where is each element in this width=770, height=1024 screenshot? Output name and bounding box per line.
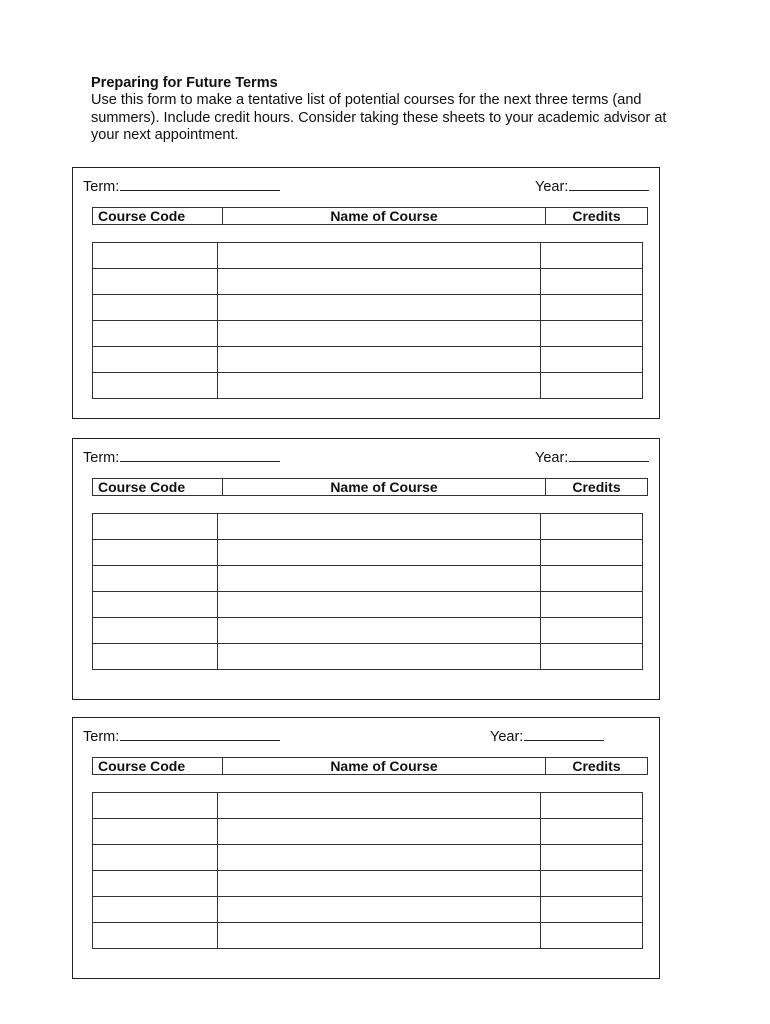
course-code-cell[interactable] [93,618,218,644]
course-code-cell[interactable] [93,321,218,347]
course-table-header [92,478,648,496]
instructions-line-1: Use this form to make a tentative list of potential courses for the next three terms (and [91,92,642,108]
course-code-header: Course Code [93,758,223,775]
table-row [93,923,643,949]
credits-cell[interactable] [541,897,643,923]
year-blank[interactable] [569,448,649,462]
course-code-cell[interactable] [93,644,218,670]
term-label: Term: [83,450,120,466]
credits-cell[interactable] [541,347,643,373]
course-code-cell[interactable] [93,540,218,566]
course-name-cell[interactable] [218,514,541,540]
table-row [93,871,643,897]
page-title: Preparing for Future Terms [91,75,278,91]
credits-cell[interactable] [541,269,643,295]
year-label: Year: [490,729,524,745]
name-of-course-header: Name of Course [223,208,546,225]
credits-cell[interactable] [541,321,643,347]
credits-cell[interactable] [541,540,643,566]
course-table-rows [92,242,643,399]
table-row [93,269,643,295]
name-of-course-header: Name of Course [223,479,546,496]
table-row [93,618,643,644]
course-name-cell[interactable] [218,923,541,949]
course-code-cell[interactable] [93,373,218,399]
credits-header: Credits [546,479,648,496]
table-row [93,243,643,269]
course-name-cell[interactable] [218,243,541,269]
course-code-cell[interactable] [93,243,218,269]
course-name-cell[interactable] [218,644,541,670]
course-table-rows [92,792,643,949]
course-name-cell[interactable] [218,592,541,618]
table-row [93,540,643,566]
course-code-cell[interactable] [93,871,218,897]
course-name-cell[interactable] [218,566,541,592]
year-blank[interactable] [569,177,649,191]
course-code-cell[interactable] [93,566,218,592]
term-block-3 [72,717,660,979]
year-label: Year: [535,179,569,195]
course-code-cell[interactable] [93,819,218,845]
course-name-cell[interactable] [218,295,541,321]
table-row [93,347,643,373]
course-name-cell[interactable] [218,347,541,373]
term-blank[interactable] [120,727,280,741]
credits-cell[interactable] [541,618,643,644]
year-label: Year: [535,450,569,466]
course-name-cell[interactable] [218,373,541,399]
course-name-cell[interactable] [218,269,541,295]
course-name-cell[interactable] [218,618,541,644]
table-row [93,793,643,819]
table-row [93,514,643,540]
table-row [93,845,643,871]
credits-cell[interactable] [541,793,643,819]
course-code-cell[interactable] [93,923,218,949]
table-row [93,819,643,845]
table-row [93,566,643,592]
credits-cell[interactable] [541,845,643,871]
course-code-cell[interactable] [93,592,218,618]
course-table-header [92,757,648,775]
course-name-cell[interactable] [218,321,541,347]
year-field[interactable] [535,177,649,196]
term-field[interactable] [83,177,280,196]
year-field[interactable] [535,448,649,467]
credits-cell[interactable] [541,871,643,897]
table-row [93,592,643,618]
credits-cell[interactable] [541,644,643,670]
instructions [91,74,691,145]
term-blank[interactable] [120,448,280,462]
credits-cell[interactable] [541,373,643,399]
course-name-cell[interactable] [218,540,541,566]
term-field[interactable] [83,727,280,746]
credits-cell[interactable] [541,514,643,540]
term-block-2 [72,438,660,700]
course-name-cell[interactable] [218,793,541,819]
term-field[interactable] [83,448,280,467]
credits-header: Credits [546,758,648,775]
credits-cell[interactable] [541,592,643,618]
course-code-cell[interactable] [93,295,218,321]
course-name-cell[interactable] [218,819,541,845]
term-blank[interactable] [120,177,280,191]
table-row [93,295,643,321]
term-label: Term: [83,729,120,745]
credits-cell[interactable] [541,295,643,321]
course-code-cell[interactable] [93,269,218,295]
header-row [93,758,648,775]
header-row [93,479,648,496]
course-code-cell[interactable] [93,793,218,819]
credits-cell[interactable] [541,923,643,949]
course-name-cell[interactable] [218,897,541,923]
instructions-line-2: summers). Include credit hours. Consider taking these sheets to your academic advisor at [91,109,667,126]
year-field[interactable] [490,727,604,746]
course-table-header [92,207,648,225]
course-code-cell[interactable] [93,845,218,871]
instructions-line-3: your next appointment. [91,127,239,143]
course-name-cell[interactable] [218,871,541,897]
table-row [93,373,643,399]
course-code-cell[interactable] [93,514,218,540]
term-label: Term: [83,179,120,195]
credits-header: Credits [546,208,648,225]
course-name-cell[interactable] [218,845,541,871]
credits-cell[interactable] [541,819,643,845]
course-code-cell[interactable] [93,347,218,373]
header-row [93,208,648,225]
table-row [93,644,643,670]
course-table-rows [92,513,643,670]
credits-cell[interactable] [541,243,643,269]
course-code-header: Course Code [93,208,223,225]
table-row [93,897,643,923]
name-of-course-header: Name of Course [223,758,546,775]
table-row [93,321,643,347]
term-block-1 [72,167,660,419]
course-code-cell[interactable] [93,897,218,923]
credits-cell[interactable] [541,566,643,592]
course-code-header: Course Code [93,479,223,496]
year-blank[interactable] [524,727,604,741]
